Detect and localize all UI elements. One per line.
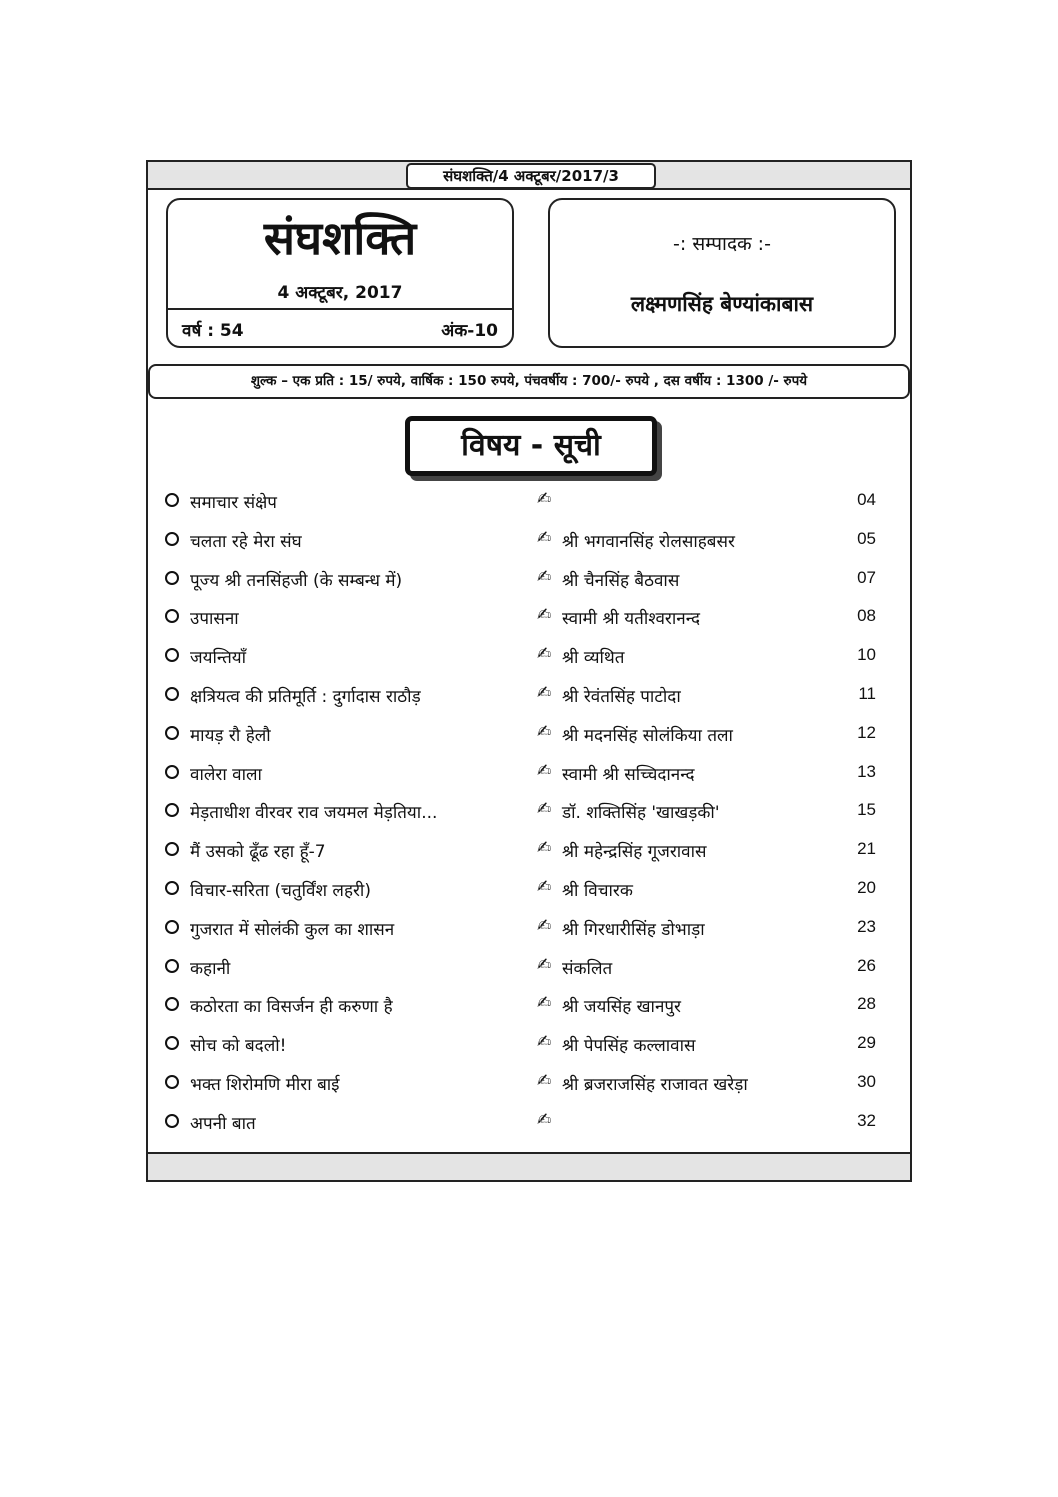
toc-item-title: कहानी <box>190 958 231 979</box>
toc-item-author: श्री रेवंतसिंह पाटोदा <box>562 686 681 707</box>
toc-item-author: श्री महेन्द्रसिंह गूजरावास <box>562 842 707 863</box>
circle-bullet-icon <box>165 609 179 623</box>
toc-item-page: 15 <box>857 800 876 820</box>
circle-bullet-icon <box>165 803 179 817</box>
toc-item-page: 29 <box>857 1033 876 1053</box>
toc-item-author: श्री गिरधारीसिंह डोभाड़ा <box>562 919 705 940</box>
toc-row <box>162 562 892 601</box>
header-tag: संघशक्ति/4 अक्टूबर/2017/3 <box>406 163 656 189</box>
writing-hand-icon: ✍ <box>537 993 552 1014</box>
toc-item-page: 08 <box>857 606 876 626</box>
toc-item-title: मेड़ताधीश वीरवर राव जयमल मेड़तिया... <box>190 803 438 824</box>
toc-item-page: 10 <box>857 645 876 665</box>
toc-item-title: जयन्तियाँ <box>190 648 247 669</box>
writing-hand-icon: ✍ <box>537 682 552 703</box>
toc-item-author: श्री भगवानसिंह रोलसाहबसर <box>562 531 735 552</box>
writing-hand-icon: ✍ <box>537 721 552 742</box>
toc-item-author: श्री जयसिंह खानपुर <box>562 997 681 1018</box>
toc-row <box>162 717 892 756</box>
issue-number: अंक-10 <box>441 321 498 341</box>
toc-heading-box <box>405 416 657 476</box>
toc-row <box>162 1105 892 1144</box>
circle-bullet-icon <box>165 1075 179 1089</box>
toc-row <box>162 639 892 678</box>
circle-bullet-icon <box>165 881 179 895</box>
circle-bullet-icon <box>165 959 179 973</box>
toc-row <box>162 988 892 1027</box>
circle-bullet-icon <box>165 532 179 546</box>
toc-item-title: समाचार संक्षेप <box>190 493 277 513</box>
editor-label: -: सम्पादक :- <box>673 233 771 255</box>
toc-item-page: 13 <box>857 761 876 781</box>
toc-item-page: 12 <box>857 722 876 742</box>
toc-row <box>162 678 892 717</box>
toc-item-author: श्री चैनसिंह बैठवास <box>562 570 680 591</box>
toc-item-page: 28 <box>857 994 876 1014</box>
toc-item-title: उपासना <box>190 609 239 630</box>
toc-row <box>162 911 892 950</box>
page-frame <box>146 160 912 1182</box>
toc-row <box>162 600 892 639</box>
circle-bullet-icon <box>165 648 179 662</box>
writing-hand-icon: ✍ <box>537 954 552 975</box>
toc-item-page: 20 <box>857 877 876 897</box>
circle-bullet-icon <box>165 687 179 701</box>
toc-row <box>162 756 892 795</box>
toc-item-page: 04 <box>857 490 876 509</box>
writing-hand-icon: ✍ <box>537 1070 552 1091</box>
circle-bullet-icon <box>165 765 179 779</box>
table-of-contents <box>162 484 892 1144</box>
toc-row <box>162 523 892 562</box>
toc-item-page: 32 <box>857 1110 876 1130</box>
masthead-box <box>166 198 514 348</box>
toc-item-page: 26 <box>857 955 876 975</box>
writing-hand-icon: ✍ <box>537 838 552 859</box>
editor-name: लक्ष्मणसिंह बेण्यांकाबास <box>630 292 814 316</box>
writing-hand-icon: ✍ <box>537 876 552 897</box>
top-strip <box>148 162 910 190</box>
toc-item-title: मायड़ रौ हेलौ <box>190 725 271 746</box>
toc-item-title: विचार-सरिता (चतुर्विंश लहरी) <box>190 880 371 901</box>
toc-item-page: 07 <box>857 567 876 587</box>
toc-item-title: क्षत्रियत्व की प्रतिमूर्ति : दुर्गादास राठौड़ <box>190 686 421 707</box>
masthead-footer <box>168 308 512 346</box>
toc-item-title: चलता रहे मेरा संघ <box>190 531 302 552</box>
toc-item-author: स्वामी श्री यतीश्वरानन्द <box>562 609 700 630</box>
issue-date: 4 अक्टूबर, 2017 <box>277 283 403 303</box>
magazine-title: संघशक्ति <box>263 211 417 265</box>
circle-bullet-icon <box>165 571 179 585</box>
writing-hand-icon: ✍ <box>537 527 552 548</box>
toc-item-author: श्री मदनसिंह सोलंकिया तला <box>562 725 733 746</box>
toc-row <box>162 484 892 523</box>
editor-box <box>548 198 896 348</box>
toc-item-title: अपनी बात <box>190 1113 256 1134</box>
toc-item-title: सोच को बदलो! <box>190 1036 287 1057</box>
circle-bullet-icon <box>165 920 179 934</box>
toc-item-title: गुजरात में सोलंकी कुल का शासन <box>190 919 395 940</box>
writing-hand-icon: ✍ <box>537 1032 552 1053</box>
toc-item-page: 05 <box>857 528 876 548</box>
toc-item-title: पूज्य श्री तनसिंहजी (के सम्बन्ध में) <box>190 570 403 591</box>
toc-row <box>162 872 892 911</box>
toc-item-author: स्वामी श्री सच्चिदानन्द <box>562 764 695 785</box>
circle-bullet-icon <box>165 997 179 1011</box>
toc-row <box>162 950 892 989</box>
circle-bullet-icon <box>165 1036 179 1050</box>
writing-hand-icon: ✍ <box>537 760 552 781</box>
bottom-strip <box>148 1152 910 1180</box>
toc-item-page: 23 <box>857 916 876 936</box>
writing-hand-icon: ✍ <box>537 1109 552 1130</box>
toc-item-title: मैं उसको ढूँढ रहा हूँ-7 <box>190 842 326 863</box>
writing-hand-icon: ✍ <box>537 915 552 936</box>
toc-row <box>162 833 892 872</box>
writing-hand-icon: ✍ <box>537 489 552 509</box>
toc-item-page: 30 <box>857 1071 876 1091</box>
circle-bullet-icon <box>165 1114 179 1128</box>
toc-item-author: डॉ. शक्तिसिंह 'खाखड़की' <box>562 803 720 824</box>
toc-row <box>162 1066 892 1105</box>
toc-item-author: श्री पेपसिंह कल्लावास <box>562 1036 696 1057</box>
toc-row <box>162 794 892 833</box>
circle-bullet-icon <box>165 726 179 740</box>
toc-item-title: कठोरता का विसर्जन ही करुणा है <box>190 997 393 1018</box>
toc-item-author: श्री व्यथित <box>562 648 625 669</box>
toc-heading: विषय - सूची <box>461 428 601 463</box>
toc-item-title: भक्त शिरोमणि मीरा बाई <box>190 1074 340 1095</box>
toc-item-page: 21 <box>857 839 876 859</box>
toc-item-author: श्री विचारक <box>562 880 633 901</box>
toc-row <box>162 1027 892 1066</box>
year-label: वर्ष : 54 <box>182 321 244 341</box>
writing-hand-icon: ✍ <box>537 644 552 665</box>
writing-hand-icon: ✍ <box>537 605 552 626</box>
writing-hand-icon: ✍ <box>537 799 552 820</box>
toc-item-author: श्री ब्रजराजसिंह राजावत खरेड़ा <box>562 1074 748 1095</box>
circle-bullet-icon <box>165 842 179 856</box>
toc-item-title: वालेरा वाला <box>190 764 262 785</box>
subscription-fees: शुल्क – एक प्रति : 15/ रुपये, वार्षिक : 150 रुपये, पंचवर्षीय : 700/- रुपये , दस वर्षीय : 1300 /- रुपये <box>148 364 910 399</box>
toc-item-page: 11 <box>858 683 876 703</box>
writing-hand-icon: ✍ <box>537 566 552 587</box>
toc-item-author: संकलित <box>562 958 613 979</box>
circle-bullet-icon <box>165 493 179 507</box>
